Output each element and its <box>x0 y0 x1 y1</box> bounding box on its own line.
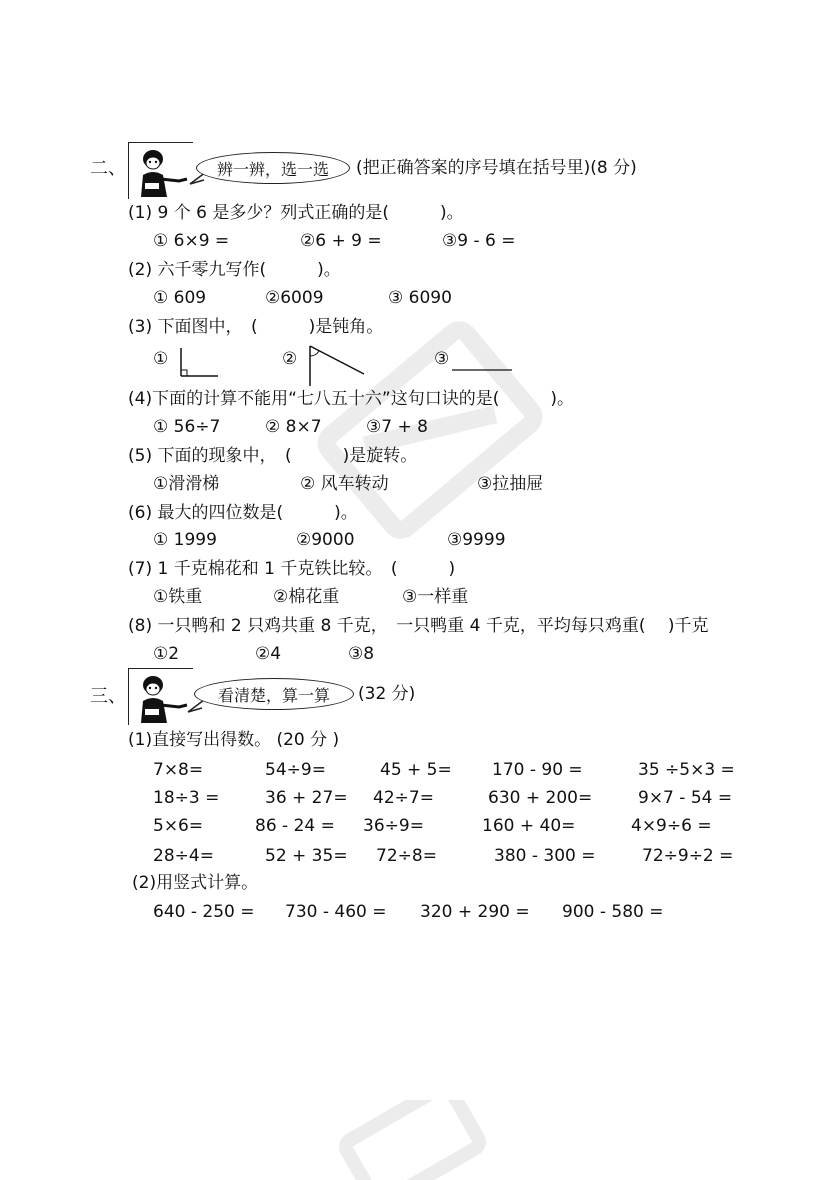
calc-item: 4×9÷6 = <box>631 816 712 836</box>
calc-item: 28÷4= <box>153 846 214 866</box>
question-5: (5) 下面的现象中， ( )是旋转。 <box>128 446 418 466</box>
calc-item: 7×8= <box>153 760 204 780</box>
calc-item: 42÷7= <box>373 788 434 808</box>
q6-option-2: ②9000 <box>296 530 355 550</box>
calc-item: 5×6= <box>153 816 204 836</box>
question-4: (4)下面的计算不能用“七八五十六”这句口诀的是( )。 <box>128 389 574 409</box>
obtuse-angle-icon <box>306 344 366 388</box>
q8-option-1: ①2 <box>153 644 180 664</box>
q4-option-1: ① 56÷7 <box>153 417 221 437</box>
watermark-icon-bottom <box>330 1100 490 1180</box>
q5-option-2: ② 风车转动 <box>300 474 389 494</box>
q5-option-3: ③拉抽屉 <box>477 474 544 494</box>
vertical-calc-item: 640 - 250 = <box>153 902 255 922</box>
calc-item: 54÷9= <box>265 760 326 780</box>
section2-heading: (把正确答案的序号填在括号里)(8 分) <box>356 158 637 178</box>
q3-option-2: ② <box>282 349 298 369</box>
calc-item: 9×7 - 54 = <box>638 788 733 808</box>
q1-option-2: ②6 + 9 = <box>300 231 382 251</box>
q3-option-1: ① <box>153 349 169 369</box>
question-8: (8) 一只鸭和 2 只鸡共重 8 千克， 一只鸭重 4 千克，平均每只鸡重( )千克 <box>128 616 709 636</box>
q6-option-1: ① 1999 <box>153 530 217 550</box>
calc-item: 630 + 200= <box>488 788 593 808</box>
calc-item: 52 + 35= <box>265 846 348 866</box>
calc-item: 160 + 40= <box>482 816 576 836</box>
calc-item: 45 + 5= <box>380 760 452 780</box>
part2-title: (2)用竖式计算。 <box>132 873 259 893</box>
teacher-figure-icon <box>128 142 193 199</box>
part1-title: (1)直接写出得数。 (20 分 ) <box>128 730 340 750</box>
q5-option-1: ①滑滑梯 <box>153 474 220 494</box>
straight-angle-icon <box>452 364 514 372</box>
q2-option-2: ②6009 <box>265 288 324 308</box>
section2-bubble: 辨一辨，选一选 <box>196 152 350 184</box>
q2-option-1: ① 609 <box>153 288 207 308</box>
question-3: (3) 下面图中， ( )是钝角。 <box>128 317 384 337</box>
q2-option-3: ③ 6090 <box>388 288 452 308</box>
q1-option-3: ③9 - 6 = <box>442 231 516 251</box>
question-1: (1) 9 个 6 是多少？列式正确的是( )。 <box>128 203 464 223</box>
calc-item: 36÷9= <box>363 816 424 836</box>
vertical-calc-item: 320 + 290 = <box>420 902 530 922</box>
q7-option-1: ①铁重 <box>153 587 203 607</box>
q6-option-3: ③9999 <box>447 530 506 550</box>
question-7: (7) 1 千克棉花和 1 千克铁比较。 ( ) <box>128 559 456 579</box>
q7-option-2: ②棉花重 <box>273 587 340 607</box>
q4-option-3: ③7 + 8 <box>366 417 428 437</box>
q8-option-3: ③8 <box>348 644 375 664</box>
q8-option-2: ②4 <box>255 644 282 664</box>
question-6: (6) 最大的四位数是( )。 <box>128 503 358 523</box>
q1-option-1: ① 6×9 = <box>153 231 230 251</box>
q7-option-3: ③一样重 <box>402 587 469 607</box>
calc-item: 170 - 90 = <box>492 760 583 780</box>
calc-item: 380 - 300 = <box>494 846 596 866</box>
right-angle-icon <box>178 346 220 380</box>
section3-heading: (32 分) <box>358 684 416 704</box>
vertical-calc-item: 730 - 460 = <box>285 902 387 922</box>
question-2: (2) 六千零九写作( )。 <box>128 260 341 280</box>
section3-bubble: 看清楚，算一算 <box>194 678 354 710</box>
calc-item: 18÷3 = <box>153 788 220 808</box>
teacher-figure-icon-2 <box>128 668 193 725</box>
calc-item: 72÷8= <box>376 846 437 866</box>
calc-item: 86 - 24 = <box>255 816 335 836</box>
calc-item: 36 + 27= <box>265 788 348 808</box>
section3-number: 三、 <box>90 686 126 707</box>
vertical-calc-item: 900 - 580 = <box>562 902 664 922</box>
section2-number: 二、 <box>90 158 126 179</box>
q3-option-3: ③ <box>434 349 450 369</box>
q4-option-2: ② 8×7 <box>265 417 322 437</box>
calc-item: 72÷9÷2 = <box>642 846 734 866</box>
calc-item: 35 ÷5×3 = <box>638 760 735 780</box>
